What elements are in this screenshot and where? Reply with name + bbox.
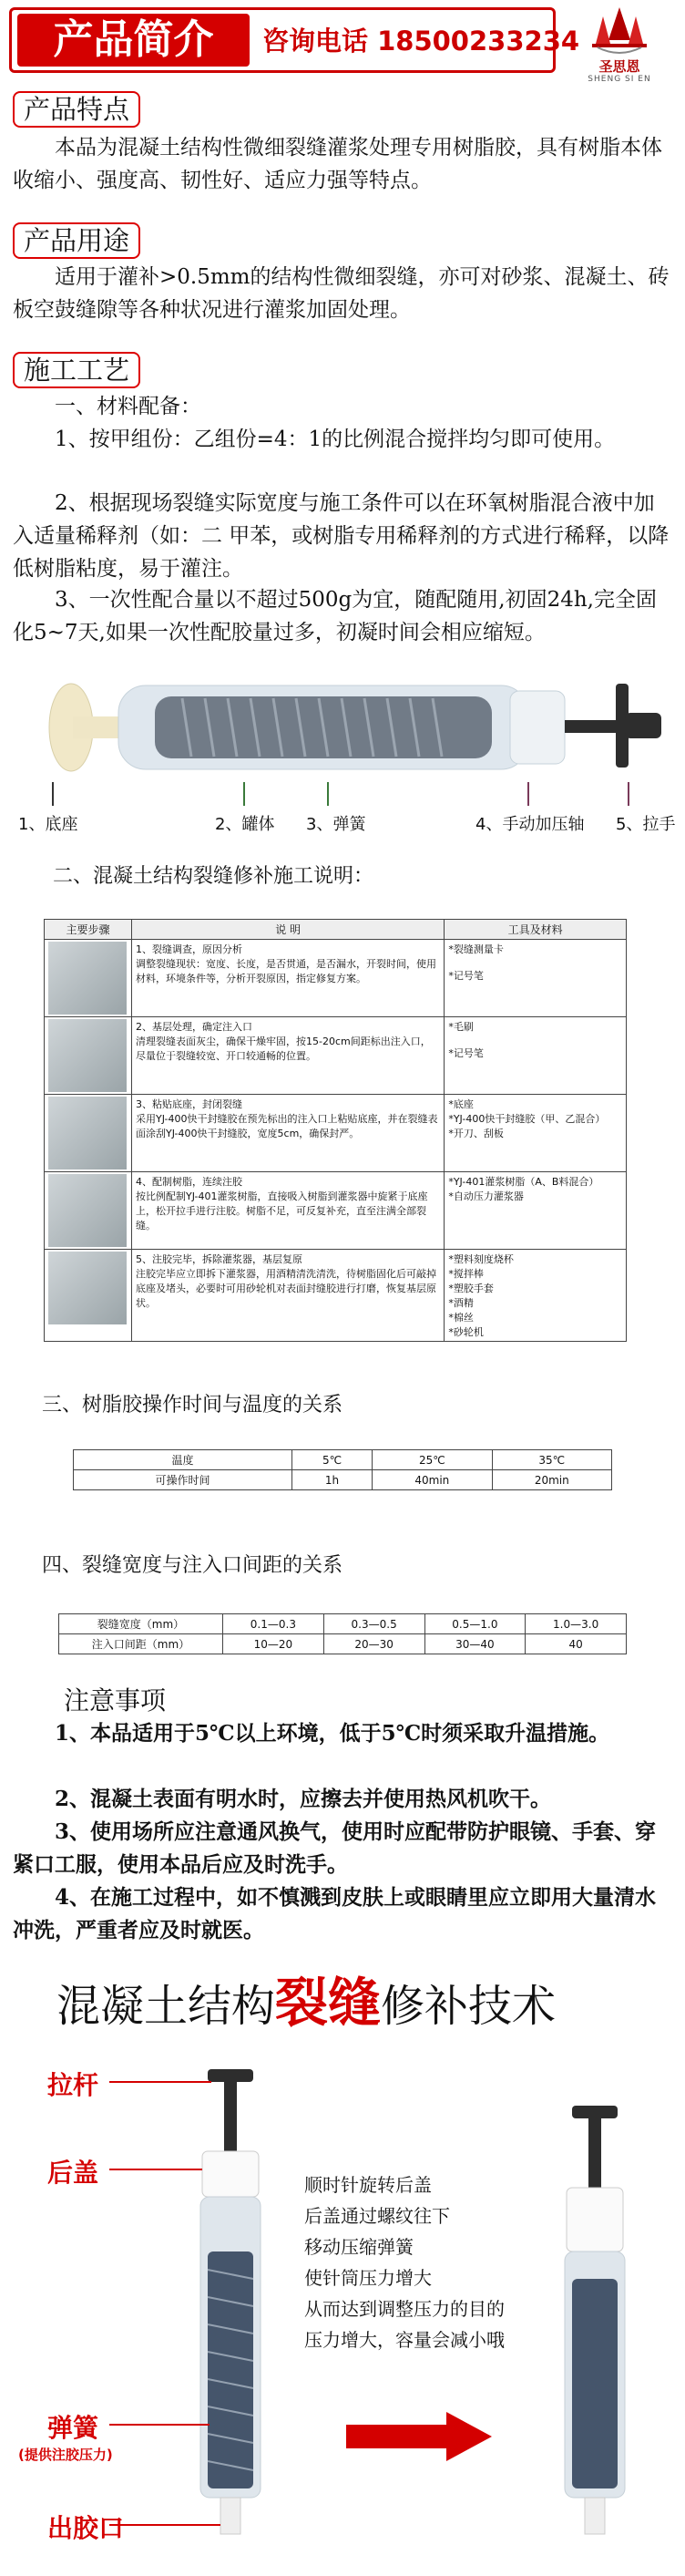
diagram-label-spring: 弹簧 bbox=[47, 2413, 99, 2443]
table-row bbox=[74, 1470, 612, 1490]
diagram-desc-line: 使针筒压力增大 bbox=[304, 2267, 432, 2289]
usage-heading: 产品用途 bbox=[13, 222, 140, 259]
logo-subtitle: SHENG SI EN bbox=[588, 75, 651, 84]
page-title: 产品简介 bbox=[17, 14, 250, 67]
table-row bbox=[45, 1095, 627, 1172]
table-cell: 20—30 bbox=[323, 1634, 424, 1654]
table-cell: 温度 bbox=[74, 1450, 292, 1470]
width-spacing-table bbox=[58, 1613, 627, 1654]
table-cell: 注入口间距（mm） bbox=[59, 1634, 223, 1654]
step-tools: *塑料刻度烧杯 *搅拌棒 *塑胶手套 *酒精 *棉丝 *砂轮机 bbox=[445, 1250, 627, 1342]
note-item: 4、在施工过程中，如不慎溅到皮肤上或眼睛里应立即用大量清水冲洗，严重者应及时就医。 bbox=[13, 1885, 657, 1942]
table-row bbox=[59, 1614, 627, 1634]
step-tools: *底座 *YJ-400快干封缝胶（甲、乙混合） *开刀、刮板 bbox=[445, 1095, 627, 1172]
table-cell: 20min bbox=[492, 1470, 611, 1490]
step-description: 5、注胶完毕，拆除灌浆器，基层复原 注胶完毕应立即拆下灌浆器，用酒精清洗清洗，待树脂固化后可敲掉底座及堵头，必要时可用砂轮机对表面封缝胶进行打磨，恢复基层原状。 bbox=[131, 1250, 444, 1342]
hotline-text: 咨询电话 18500233234 bbox=[262, 26, 580, 57]
table-cell: 30—40 bbox=[424, 1634, 526, 1654]
temperature-table bbox=[73, 1449, 612, 1490]
tech-banner bbox=[56, 1960, 556, 2036]
diagram-desc-line: 移动压缩弹簧 bbox=[304, 2236, 414, 2258]
step-photo bbox=[48, 942, 127, 1015]
diagram-desc-line: 顺时针旋转后盖 bbox=[304, 2174, 432, 2196]
step-tools: *裂缝测量卡 *记号笔 bbox=[445, 940, 627, 1017]
step-photo bbox=[48, 1174, 127, 1247]
process-step-1: 1、按甲组份：乙组份=4：1的比例混合搅拌均匀即可使用。 bbox=[55, 428, 616, 451]
syringe-illustration bbox=[18, 673, 667, 809]
step-description: 3、粘贴底座，封闭裂缝 采用YJ-400快干封缝胶在预先标出的注入口上粘贴底座，并在裂缝表面涂刮YJ-400快干封缝胶，宽度5cm，确保封严。 bbox=[131, 1095, 444, 1172]
features-text: 本品为混凝土结构性微细裂缝灌浆处理专用树脂胶，具有树脂本体收缩小、强度高、韧性好、适应力强等特点。 bbox=[13, 136, 662, 192]
syringe-label-base: 1、底座 bbox=[18, 815, 78, 834]
table-cell: 10—20 bbox=[223, 1634, 324, 1654]
features-heading: 产品特点 bbox=[13, 91, 140, 128]
note-item: 1、本品适用于5℃以上环境，低于5℃时须采取升温措施。 bbox=[55, 1721, 610, 1746]
syringe-label-handle: 5、拉手 bbox=[616, 815, 676, 834]
logo-emblem-icon bbox=[565, 4, 674, 58]
diagram-label-spring-note: (提供注胶压力) bbox=[18, 2447, 113, 2463]
brand-logo bbox=[565, 4, 674, 88]
logo-name: 圣思恩 bbox=[598, 58, 640, 75]
step-description: 1、裂缝调查，原因分析 调整裂缝现状：宽度、长度，是否贯通，是否漏水，开裂时间，使用材料，环境条件等，分析开裂原因，指定修复方案。 bbox=[131, 940, 444, 1017]
process-step-2: 2、根据现场裂缝实际宽度与施工条件可以在环氧树脂混合液中加入适量稀释剂（如：二 甲苯，或树脂专用稀释剂的方式进行稀释，以降低树脂粘度，易于灌注。 bbox=[13, 491, 670, 581]
steps-table bbox=[44, 919, 627, 1342]
table-cell: 5℃ bbox=[292, 1450, 373, 1470]
table-row bbox=[74, 1450, 612, 1470]
table-row bbox=[59, 1634, 627, 1654]
header-bar bbox=[9, 7, 580, 73]
table-row bbox=[45, 1172, 627, 1250]
note-item: 3、使用场所应注意通风换气，使用时应配带防护眼镜、手套、穿紧口工服，使用本品后应及时洗手。 bbox=[13, 1819, 657, 1877]
diagram-desc-line: 压力增大，容量会减小哦 bbox=[304, 2329, 505, 2351]
table-cell: 1.0—3.0 bbox=[526, 1614, 627, 1634]
step-description: 2、基层处理，确定注入口 清理裂缝表面灰尘，确保干燥牢固，按15-20cm间距标出注入口，尽量位于裂缝较宽、开口较通畅的位置。 bbox=[131, 1017, 444, 1095]
table-cell: 25℃ bbox=[373, 1450, 492, 1470]
table-cell: 40min bbox=[373, 1470, 492, 1490]
diagram-label-cap: 后盖 bbox=[47, 2158, 99, 2188]
diagram-desc-line: 后盖通过螺纹往下 bbox=[304, 2205, 450, 2227]
process-step-3: 3、一次性配合量以不超过500g为宜，随配随用,初固24h,完全固化5~7天,如果一次性配胶量过多，初凝时间会相应缩短。 bbox=[13, 588, 657, 644]
step-photo bbox=[48, 1252, 127, 1324]
step-tools: *YJ-401灌浆树脂（A、B料混合） *自动压力灌浆器 bbox=[445, 1172, 627, 1250]
banner-highlight: 裂缝 bbox=[275, 1972, 382, 2034]
section4-heading: 四、裂缝宽度与注入口间距的关系 bbox=[42, 1554, 343, 1577]
step-photo bbox=[48, 1097, 127, 1170]
table-cell: 1h bbox=[292, 1470, 373, 1490]
step-tools: *毛刷 *记号笔 bbox=[445, 1017, 627, 1095]
step-photo bbox=[48, 1019, 127, 1092]
syringe-label-shaft: 4、手动加压轴 bbox=[475, 815, 585, 834]
table-row bbox=[45, 1250, 627, 1342]
diagram-desc-line: 从而达到调整压力的目的 bbox=[304, 2298, 505, 2320]
table-cell: 40 bbox=[526, 1634, 627, 1654]
column-header: 主要步骤 bbox=[45, 920, 132, 940]
table-cell: 35℃ bbox=[492, 1450, 611, 1470]
usage-text: 适用于灌补>0.5mm的结构性微细裂缝，亦可对砂浆、混凝土、砖板空鼓缝隙等各种状况进行灌浆加固处理。 bbox=[13, 265, 670, 322]
process-heading: 施工工艺 bbox=[13, 352, 140, 388]
banner-part: 修补技术 bbox=[381, 1981, 557, 2032]
table-cell: 0.1—0.3 bbox=[223, 1614, 324, 1634]
table-cell: 可操作时间 bbox=[74, 1470, 292, 1490]
step-description: 4、配制树脂，连续注胶 按比例配制YJ-401灌浆树脂，直接吸入树脂到灌浆器中旋紧于底座上，松开拉手进行注胶。树脂不足，可反复补充，直至注满全部裂缝。 bbox=[131, 1172, 444, 1250]
diagram-label-outlet: 出胶口 bbox=[47, 2513, 125, 2543]
syringe-label-spring: 3、弹簧 bbox=[306, 815, 366, 834]
notes-heading: 注意事项 bbox=[64, 1685, 167, 1716]
table-row bbox=[45, 1017, 627, 1095]
material-subheading: 一、材料配备： bbox=[55, 395, 201, 418]
section2-heading: 二、混凝土结构裂缝修补施工说明： bbox=[53, 865, 374, 888]
table-cell: 0.5—1.0 bbox=[424, 1614, 526, 1634]
syringe-label-tank: 2、罐体 bbox=[215, 815, 275, 834]
table-cell: 0.3—0.5 bbox=[323, 1614, 424, 1634]
note-item: 2、混凝土表面有明水时，应擦去并使用热风机吹干。 bbox=[55, 1787, 552, 1811]
column-header: 工具及材料 bbox=[445, 920, 627, 940]
table-row bbox=[45, 940, 627, 1017]
table-cell: 裂缝宽度（mm） bbox=[59, 1614, 223, 1634]
column-header: 说 明 bbox=[131, 920, 444, 940]
section3-heading: 三、树脂胶操作时间与温度的关系 bbox=[42, 1394, 343, 1417]
table-header-row bbox=[45, 920, 627, 940]
banner-part: 混凝土结构 bbox=[56, 1981, 276, 2032]
syringe-icon bbox=[18, 673, 667, 809]
diagram-label-rod: 拉杆 bbox=[47, 2070, 99, 2100]
